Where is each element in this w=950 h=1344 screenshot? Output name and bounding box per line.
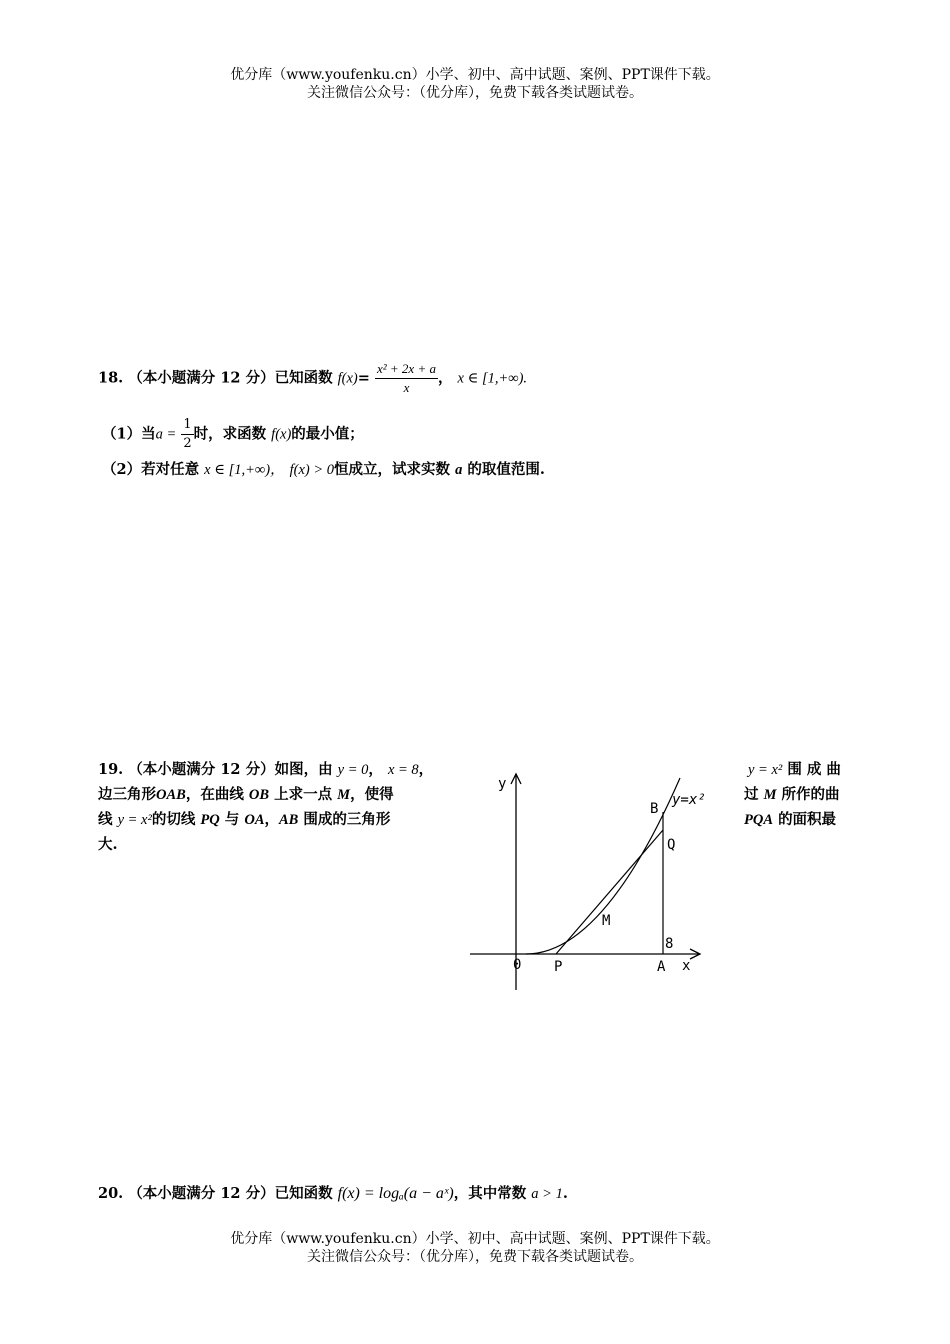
question-19-right-1 bbox=[748, 758, 841, 779]
q18-numerator: x² + 2x + a bbox=[375, 360, 438, 379]
q18-part2-end: 的取值范围. bbox=[467, 461, 545, 478]
q18-domain: x ∈ [1,+∞). bbox=[457, 370, 528, 387]
q19-t9: 线 bbox=[98, 811, 113, 828]
q19-pqa: PQA bbox=[744, 812, 773, 828]
q19-t13: 围成的三角形 bbox=[303, 811, 391, 828]
q20-t1: ，其中常数 bbox=[453, 1185, 527, 1202]
page-footer bbox=[0, 1230, 950, 1266]
q19-figure bbox=[468, 768, 708, 993]
page-header bbox=[0, 66, 950, 102]
q18-part1-label: （1）当 bbox=[102, 425, 156, 443]
q19-m: M bbox=[337, 787, 351, 803]
fig-label-x: x bbox=[682, 958, 691, 974]
q18-part2-domain: x ∈ [1,+∞)， bbox=[204, 462, 285, 478]
q18-half-den: 2 bbox=[183, 436, 192, 451]
q19-oab: OAB bbox=[156, 787, 186, 803]
question-19-line-4 bbox=[98, 833, 118, 854]
q18-part2-cond: f(x) > 0 bbox=[289, 462, 335, 478]
question-19-line-3 bbox=[98, 808, 390, 829]
q18-denominator: x bbox=[403, 380, 410, 395]
q20-points: （本小题满分 12 分） bbox=[128, 1185, 275, 1202]
q18-part1-fx: f(x) bbox=[271, 426, 292, 443]
q19-points: （本小题满分 12 分） bbox=[128, 761, 275, 778]
q18-eq: = bbox=[357, 369, 370, 387]
q19-x8: x = 8 bbox=[387, 762, 419, 778]
q19-t2: 围 成 曲 bbox=[787, 761, 841, 778]
question-19-right-3 bbox=[744, 808, 836, 829]
q20-expr: f(x) = logₐ(a − aˣ) bbox=[337, 1185, 454, 1202]
q19-t7: 过 bbox=[744, 786, 759, 803]
fig-label-q: Q bbox=[667, 837, 676, 853]
q20-number: 20. bbox=[98, 1185, 124, 1202]
q18-points: （本小题满分 12 分） bbox=[128, 369, 275, 387]
header-line-2: 关注微信公众号：（优分库），免费下载各类试题试卷。 bbox=[307, 85, 643, 101]
fig-label-y: y bbox=[498, 776, 507, 792]
q19-m2: M bbox=[763, 787, 777, 803]
q19-sep2: ， bbox=[418, 761, 434, 778]
fig-label-p: P bbox=[554, 959, 563, 975]
q18-part2-label: （2）若对任意 bbox=[102, 461, 200, 478]
q18-part1-end: 的最小值； bbox=[291, 425, 364, 443]
q19-yx2: y = x² bbox=[748, 762, 783, 778]
footer-line-1: 优分库（www.youfenku.cn）小学、初中、高中试题、案例、PPT课件下载。 bbox=[230, 1231, 720, 1247]
fig-label-eight: 8 bbox=[665, 936, 674, 952]
q19-t15: 大. bbox=[98, 836, 118, 853]
q18-domain-sep: ， bbox=[437, 369, 453, 387]
q19-t4: ，在曲线 bbox=[185, 786, 244, 803]
q19-t3: 边三角形 bbox=[98, 786, 156, 803]
q19-ob: OB bbox=[248, 787, 270, 803]
q18-part2-a: a bbox=[455, 462, 463, 478]
q19-pq: PQ bbox=[200, 812, 220, 828]
question-19-line-1 bbox=[98, 758, 433, 779]
q19-t14: 的面积最 bbox=[778, 811, 837, 828]
fig-label-origin: 0 bbox=[513, 957, 522, 973]
q19-t10: 的切线 bbox=[151, 811, 196, 828]
fig-label-m: M bbox=[602, 913, 611, 929]
q18-intro: 已知函数 bbox=[274, 369, 333, 387]
q18-half-fraction bbox=[181, 416, 193, 453]
q18-fraction bbox=[375, 360, 438, 397]
q19-t6: ，使得 bbox=[350, 786, 394, 803]
q19-t8: 所作的曲 bbox=[781, 786, 840, 803]
question-18-stem bbox=[98, 360, 527, 397]
q20-intro: 已知函数 bbox=[274, 1185, 333, 1202]
q18-part1-text: 时，求函数 bbox=[193, 425, 267, 443]
fig-label-a: A bbox=[657, 959, 666, 975]
q19-number: 19. bbox=[98, 761, 124, 778]
fig-label-b: B bbox=[650, 801, 659, 817]
q19-t12: ， bbox=[264, 811, 280, 828]
q19-sep1: ， bbox=[368, 761, 383, 778]
q18-number: 18. bbox=[98, 369, 124, 387]
q19-y0: y = 0 bbox=[337, 762, 369, 778]
q18-part2-text: 恒成立，试求实数 bbox=[334, 461, 451, 478]
q19-yx2b: y = x² bbox=[117, 812, 152, 828]
question-20-stem bbox=[98, 1182, 568, 1203]
q19-t5: 上求一点 bbox=[274, 786, 333, 803]
question-19-line-2 bbox=[98, 783, 394, 804]
q18-half-num: 1 bbox=[181, 416, 193, 435]
header-line-1: 优分库（www.youfenku.cn）小学、初中、高中试题、案例、PPT课件下载。 bbox=[230, 67, 720, 83]
footer-line-2: 关注微信公众号：（优分库），免费下载各类试题试卷。 bbox=[307, 1249, 643, 1265]
question-18-part-1 bbox=[102, 416, 364, 453]
q19-ab: AB bbox=[279, 812, 299, 828]
q20-cond: a > 1 bbox=[531, 1186, 563, 1202]
q18-fx: f(x) bbox=[337, 370, 358, 387]
q19-figure-svg bbox=[468, 768, 708, 993]
q19-t1: 如图，由 bbox=[274, 761, 333, 778]
question-19-right-2 bbox=[744, 783, 840, 804]
q20-end: . bbox=[562, 1185, 568, 1202]
q19-t11: 与 bbox=[224, 811, 240, 828]
fig-label-curve: y=x² bbox=[672, 792, 706, 808]
tangent-pq bbox=[556, 830, 663, 954]
q18-part1-a: a = bbox=[155, 426, 177, 443]
q19-oa: OA bbox=[244, 812, 265, 828]
question-18-part-2 bbox=[102, 458, 545, 479]
